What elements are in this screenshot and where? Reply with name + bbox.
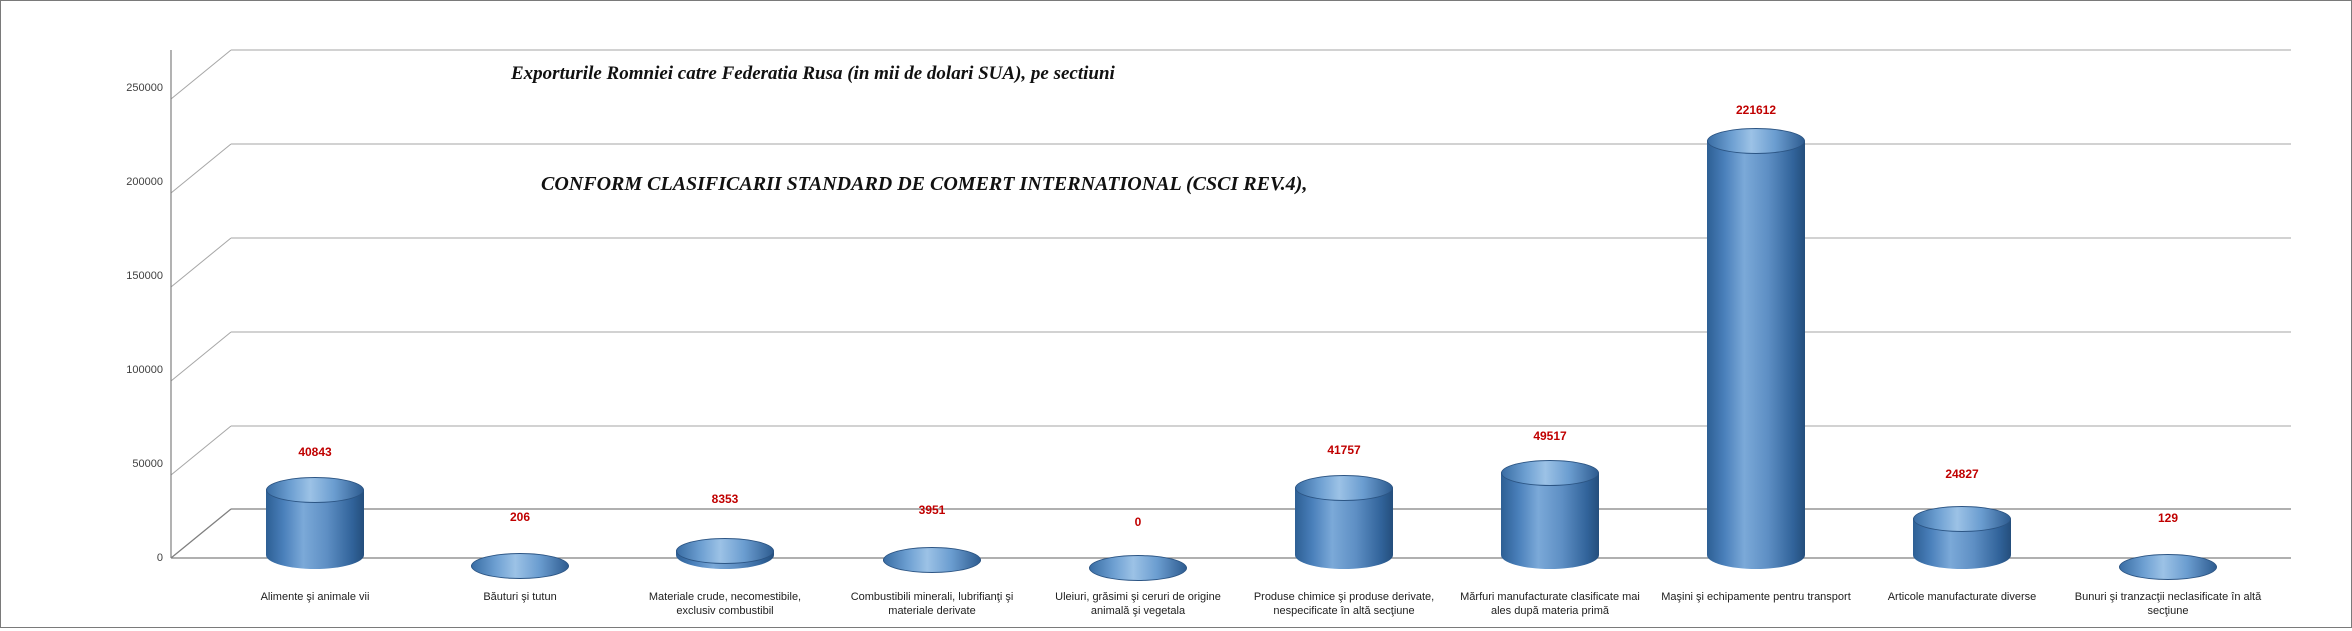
y-tick-1: 50000 bbox=[132, 458, 163, 470]
bar-value-label: 221612 bbox=[1735, 103, 1777, 117]
x-tick-label: Uleiuri, grăsimi şi ceruri de origine animală şi vegetala bbox=[1055, 591, 1221, 617]
x-tick-label: Articole manufacturate diverse bbox=[1887, 591, 2037, 603]
bar-value-label: 40843 bbox=[298, 445, 332, 459]
bar-value-label: 206 bbox=[509, 510, 531, 524]
x-tick-label: Combustibili minerali, lubrifianţi şi materiale derivate bbox=[850, 591, 1014, 617]
x-axis bbox=[171, 591, 2291, 631]
bar-value-label: 129 bbox=[2157, 511, 2179, 525]
y-axis bbox=[73, 39, 163, 569]
chart-title: Exporturile Romniei catre Federatia Rusa (in mii de dolari SUA), pe sectiuni bbox=[511, 63, 1115, 84]
x-tick-label: Mărfuri manufacturate clasificate mai ales după materia primă bbox=[1460, 591, 1640, 617]
bar-value-label: 3951 bbox=[918, 503, 946, 517]
bar-value-label: 24827 bbox=[1945, 467, 1979, 481]
x-tick-label: Materiale crude, necomestibile, exclusiv combustibil bbox=[648, 591, 802, 617]
y-tick-5: 250000 bbox=[126, 82, 163, 94]
chart-subtitle: CONFORM CLASIFICARII STANDARD DE COMERT INTERNATIONAL (CSCI REV.4), bbox=[541, 173, 1308, 195]
bar-value-label: 0 bbox=[1134, 515, 1142, 529]
y-tick-0: 0 bbox=[156, 552, 163, 564]
bar-value-label: 8353 bbox=[711, 492, 739, 506]
bar-value-label: 41757 bbox=[1327, 443, 1361, 457]
x-tick-label: Băuturi şi tutun bbox=[483, 591, 557, 603]
x-tick-label: Produse chimice şi produse derivate, nespecificate în altă secţiune bbox=[1253, 591, 1435, 617]
y-tick-3: 150000 bbox=[126, 270, 163, 282]
bar-value-label: 49517 bbox=[1533, 429, 1567, 443]
bar-series bbox=[171, 39, 2291, 569]
y-tick-2: 100000 bbox=[126, 364, 163, 376]
x-tick-label: Alimente şi animale vii bbox=[260, 591, 370, 603]
y-tick-4: 200000 bbox=[126, 176, 163, 188]
x-tick-label: Maşini şi echipamente pentru transport bbox=[1661, 591, 1851, 603]
x-tick-label: Bunuri şi tranzacţii neclasificate în altă secţiune bbox=[2074, 591, 2262, 617]
